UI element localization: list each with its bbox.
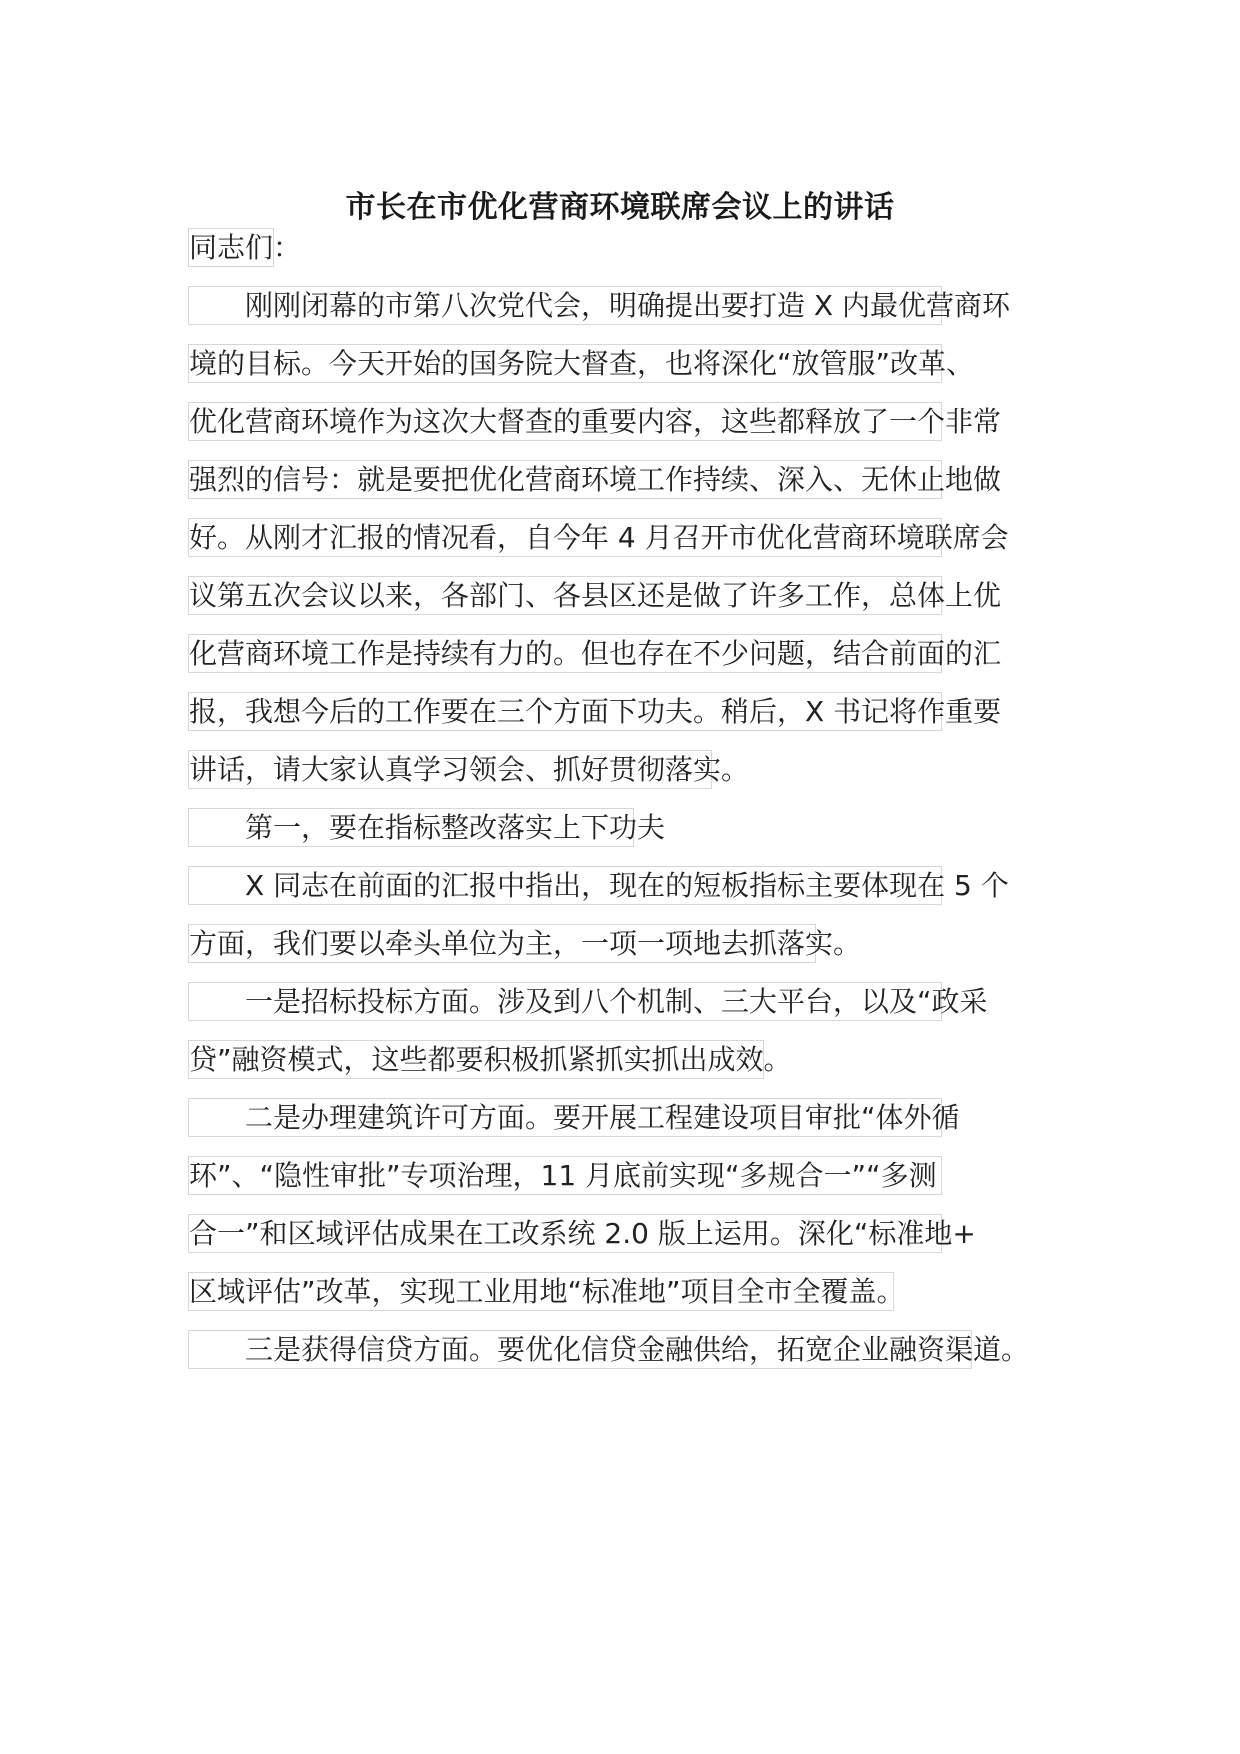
paragraph-line: 区域评估”改革，实现工业用地“标准地”项目全市全覆盖。 [188,1272,894,1311]
paragraph-line: X 同志在前面的汇报中指出，现在的短板指标主要体现在 5 个 [188,866,942,905]
paragraph-line: 合一”和区域评估成果在工改系统 2.0 版上运用。深化“标准地+ [188,1214,942,1253]
paragraph-line: 方面，我们要以牵头单位为主，一项一项地去抓落实。 [188,924,816,963]
paragraph-line: 讲话，请大家认真学习领会、抓好贯彻落实。 [188,750,712,789]
paragraph-line: 化营商环境工作是持续有力的。但也存在不少问题，结合前面的汇 [188,634,942,673]
page-title: 市长在市优化营商环境联席会议上的讲话 [345,190,895,225]
paragraph-line: 一是招标投标方面。涉及到八个机制、三大平台，以及“政采 [188,982,942,1021]
paragraph-line: 环”、“隐性审批”专项治理，11 月底前实现“多规合一”“多测 [188,1156,942,1195]
salutation-line: 同志们： [188,228,274,267]
paragraph-line: 好。从刚才汇报的情况看，自今年 4 月召开市优化营商环境联席会 [188,518,942,557]
paragraph-line: 二是办理建筑许可方面。要开展工程建设项目审批“体外循 [188,1098,942,1137]
paragraph-line: 境的目标。今天开始的国务院大督查，也将深化“放管服”改革、 [188,344,942,383]
paragraph-line: 报，我想今后的工作要在三个方面下功夫。稍后，X 书记将作重要 [188,692,942,731]
paragraph-line: 优化营商环境作为这次大督查的重要内容，这些都释放了一个非常 [188,402,942,441]
paragraph-line: 议第五次会议以来，各部门、各县区还是做了许多工作，总体上优 [188,576,942,615]
paragraph-line: 三是获得信贷方面。要优化信贷金融供给，拓宽企业融资渠道。 [188,1330,972,1369]
section-heading: 第一，要在指标整改落实上下功夫 [188,808,634,847]
paragraph-line: 强烈的信号：就是要把优化营商环境工作持续、深入、无休止地做 [188,460,942,499]
paragraph-line: 贷”融资模式，这些都要积极抓紧抓实抓出成效。 [188,1040,764,1079]
paragraph-line: 刚刚闭幕的市第八次党代会，明确提出要打造 X 内最优营商环 [188,286,942,325]
